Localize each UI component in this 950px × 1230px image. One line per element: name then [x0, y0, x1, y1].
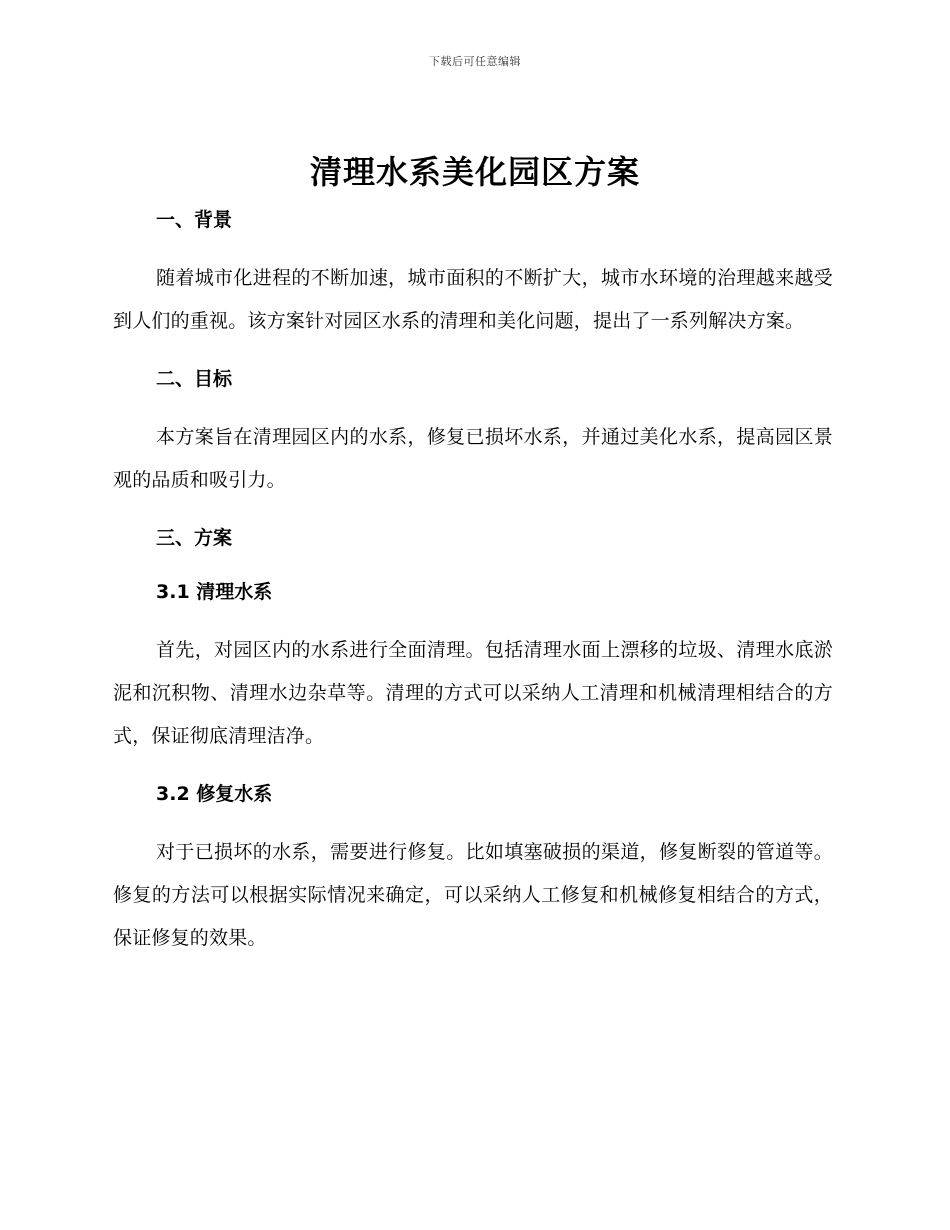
section-heading-background: 一、背景: [156, 209, 233, 231]
section-paragraph-background: 随着城市化进程的不断加速，城市面积的不断扩大，城市水环境的治理越来越受到人们的重视。该方案针对园区水系的清理和美化问题，提出了一系列解决方案。: [113, 267, 833, 332]
section-heading-goal: 二、目标: [156, 368, 233, 390]
document-title: 清理水系美化园区方案: [309, 153, 640, 191]
section-heading-plan: 三、方案: [156, 527, 233, 549]
section-paragraph-goal: 本方案旨在清理园区内的水系，修复已损坏水系，并通过美化水系，提高园区景观的品质和吸引力。: [113, 426, 833, 491]
page-header-note: 下载后可任意编辑: [429, 55, 521, 68]
subsection-paragraph-clean-water: 首先，对园区内的水系进行全面清理。包括清理水面上漂移的垃圾、清理水底淤泥和沉积物、清理水边杂草等。清理的方式可以采纳人工清理和机械清理相结合的方式，保证彻底清理洁净。: [113, 639, 833, 747]
subsection-heading-clean-water: 3.1 清理水系: [156, 581, 273, 603]
subsection-heading-repair-water: 3.2 修复水系: [156, 783, 273, 805]
subsection-paragraph-repair-water: 对于已损坏的水系，需要进行修复。比如填塞破损的渠道，修复断裂的管道等。修复的方法可以根据实际情况来确定，可以采纳人工修复和机械修复相结合的方式，保证修复的效果。: [113, 841, 833, 949]
document-body: [113, 202, 833, 960]
